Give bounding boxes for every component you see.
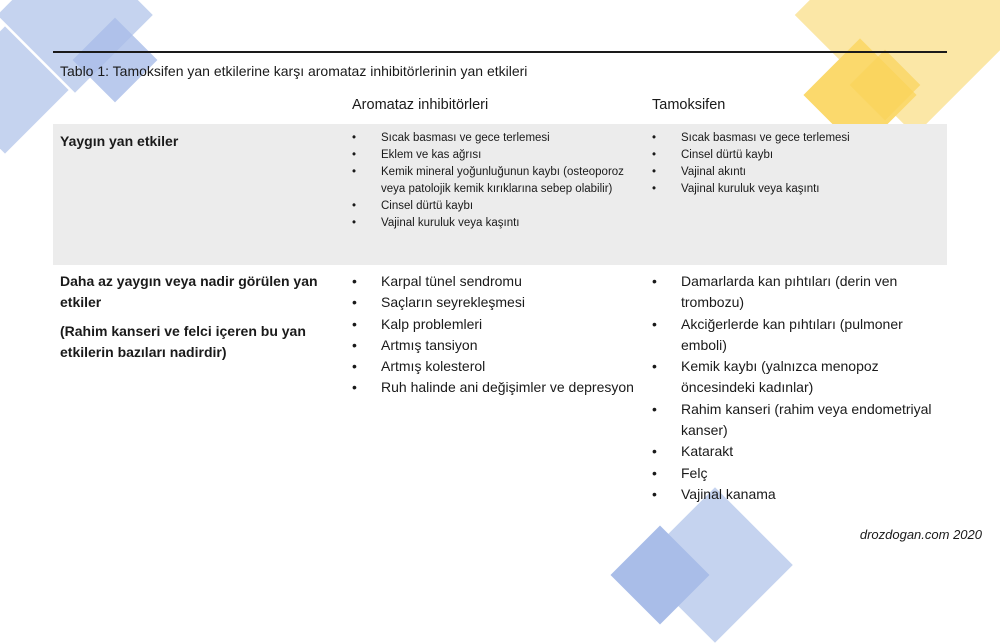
row-label-rare-note: (Rahim kanseri ve felci içeren bu yan etkilerin bazıları nadirdir)	[60, 323, 306, 360]
list-item: • Vajinal akıntı	[652, 164, 942, 181]
common-aromatase-list	[352, 130, 642, 232]
list-item: • Kalp problemleri	[352, 314, 642, 335]
list-item: • Rahim kanseri (rahim veya endometriyal kanser)	[652, 399, 942, 442]
list-item: • Akciğerlerde kan pıhtıları (pulmoner emboli)	[652, 314, 942, 357]
list-item: • Kemik kaybı (yalnızca menopoz öncesindeki kadınlar)	[652, 356, 942, 399]
list-item: • Artmış kolesterol	[352, 356, 642, 377]
list-item: • Karpal tünel sendromu	[352, 271, 642, 292]
list-item: • Eklem ve kas ağrısı	[352, 147, 642, 164]
list-item: • Vajinal kuruluk veya kaşıntı	[652, 181, 942, 198]
rare-aromatase-list	[352, 271, 642, 399]
list-item: • Sıcak basması ve gece terlemesi	[652, 130, 942, 147]
list-item: • Vajinal kanama	[652, 484, 942, 505]
list-item: • Vajinal kuruluk veya kaşıntı	[352, 215, 642, 232]
table-caption: Tablo 1: Tamoksifen yan etkilerine karşı aromataz inhibitörlerinin yan etkileri	[60, 63, 528, 79]
rare-tamoxifen-list	[652, 271, 942, 505]
list-item: • Sıcak basması ve gece terlemesi	[352, 130, 642, 147]
column-header-tamoxifen: Tamoksifen	[652, 97, 726, 113]
list-item: • Cinsel dürtü kaybı	[652, 147, 942, 164]
list-item: • Kemik mineral yoğunluğunun kaybı (osteoporoz veya patolojik kemik kırıklarına sebep olabilir)	[352, 164, 642, 198]
table-top-rule	[53, 51, 947, 53]
row-label-rare	[60, 271, 335, 371]
list-item: • Katarakt	[652, 441, 942, 462]
list-item: • Ruh halinde ani değişimler ve depresyon	[352, 377, 642, 398]
footer-credit: drozdogan.com 2020	[859, 527, 982, 542]
column-header-aromatase: Aromataz inhibitörleri	[352, 97, 489, 113]
row-label-rare-title: Daha az yaygın veya nadir görülen yan etkiler	[60, 273, 318, 310]
list-item: • Felç	[652, 463, 942, 484]
common-tamoxifen-list	[652, 130, 942, 198]
list-item: • Artmış tansiyon	[352, 335, 642, 356]
list-item: • Cinsel dürtü kaybı	[352, 198, 642, 215]
list-item: • Saçların seyrekleşmesi	[352, 292, 642, 313]
row-label-common: Yaygın yan etkiler	[60, 133, 179, 149]
list-item: • Damarlarda kan pıhtıları (derin ven trombozu)	[652, 271, 942, 314]
